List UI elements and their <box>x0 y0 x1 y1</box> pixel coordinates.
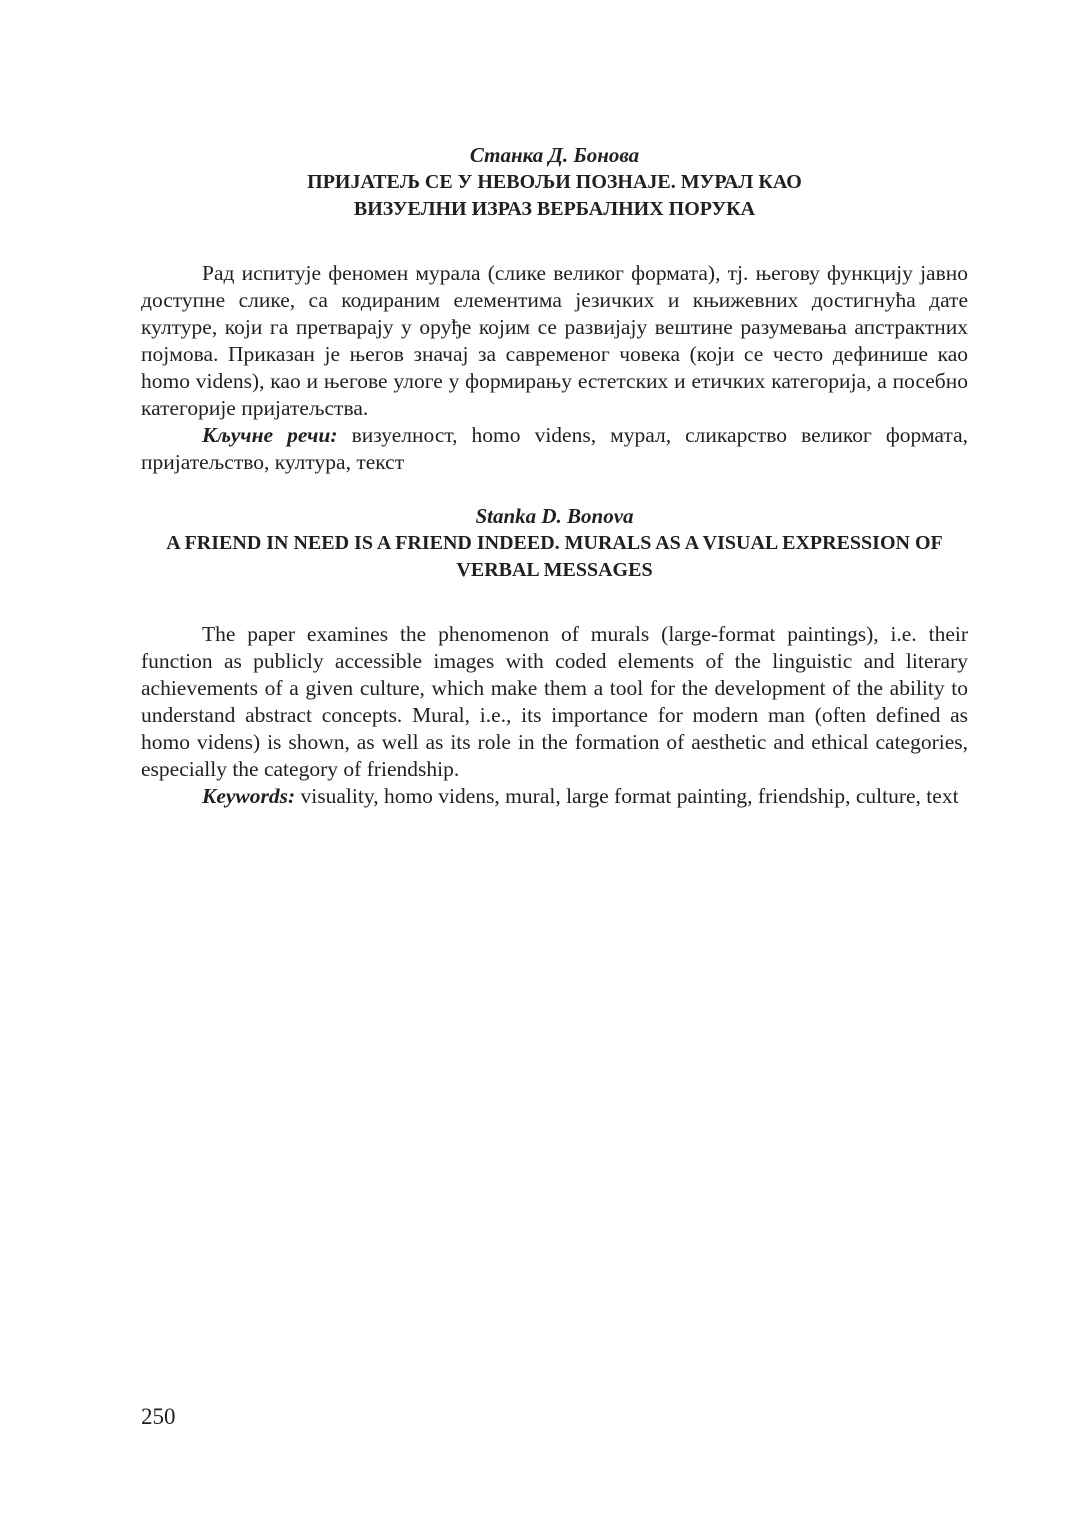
keywords-label-serbian: Кључне речи: <box>202 423 338 447</box>
keywords-serbian <box>141 422 968 476</box>
spacer <box>141 223 968 260</box>
keywords-label-english: Keywords: <box>202 784 296 808</box>
spacer <box>141 584 968 621</box>
keywords-list-english: visuality, homo videns, mural, large format painting, friendship, culture, text <box>295 784 959 808</box>
spacer <box>141 476 968 503</box>
serbian-abstract-section <box>141 142 968 476</box>
paper-title-serbian-line1: ПРИЈАТЕЉ СЕ У НЕВОЉИ ПОЗНАЈЕ. МУРАЛ КАО <box>307 171 802 193</box>
abstract-english: The paper examines the phenomenon of murals (large-format paintings), i.e. their function as publicly accessible images with coded elements of the linguistic and literary achievements of a given culture, which make them a tool for the development of the ability to understand abstract concepts. Mural, i.e., its importance for modern man (often defined as homo videns) is shown, as well as its role in the formation of aesthetic and ethical categories, especially the category of friendship. <box>141 622 968 781</box>
author-name-serbian: Станка Д. Бонова <box>469 143 640 167</box>
paper-title-english-line1: A FRIEND IN NEED IS A FRIEND INDEED. MURALS AS A VISUAL EXPRESSION OF <box>166 532 943 554</box>
english-abstract-section <box>141 503 968 810</box>
page-number: 250 <box>141 1404 176 1429</box>
paper-title-english-line2: VERBAL MESSAGES <box>456 559 653 581</box>
abstract-serbian: Рад испитује феномен мурала (слике великог формата), тј. његову функцију јавно доступне слике, са кодираним елементима језичких и књижевних достигнућа дате културе, који га претварају у оруђе којим се развијају вештине разумевања апстрактних појмова. Приказан је његов значај за савременог човека (који се често дефинише као homo videns), као и његове улоге у формирању естетских и етичких категорија, а посебно категорије пријатељства. <box>141 261 968 420</box>
keywords-list-serbian: визуелност, homo videns, мурал, сликарство великог формата, пријатељство, култура, текст <box>141 423 968 474</box>
keywords-english <box>141 783 968 810</box>
paper-page <box>141 142 968 810</box>
paper-title-serbian-line2: ВИЗУЕЛНИ ИЗРАЗ ВЕРБАЛНИХ ПОРУКА <box>353 198 756 220</box>
author-name-english: Stanka D. Bonova <box>475 504 634 528</box>
